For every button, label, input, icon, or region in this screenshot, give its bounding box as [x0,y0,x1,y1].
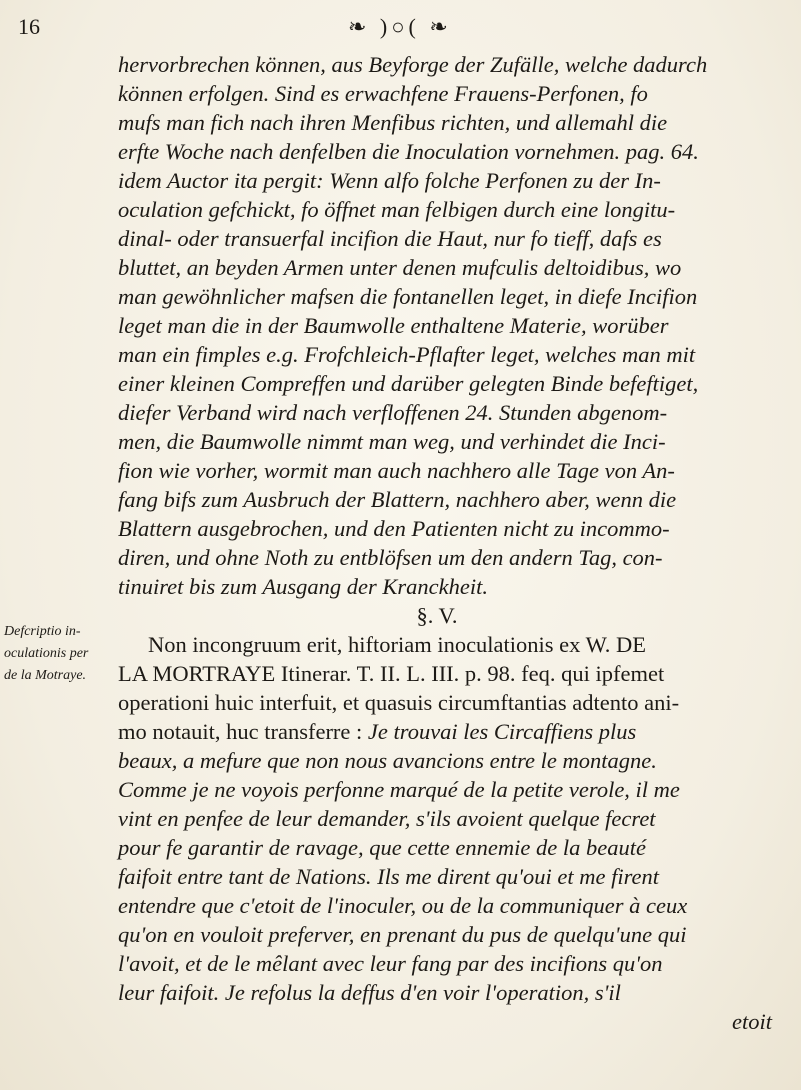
text-line: können erfolgen. Sind es erwachfene Frauens-Perfonen, fo [118,81,648,106]
latin-paragraph [118,630,786,717]
page-number: 16 [18,14,40,39]
margin-note-line: Defcriptio in- [4,624,81,639]
text-line: beaux, a mefure que non nous avancions entre le montagne. [118,748,657,773]
french-quotation [118,746,786,1007]
french-fragment: Je trouvai les Circaffiens plus [367,719,637,744]
mixed-line [118,717,786,746]
text-line: l'avoit, et de le mêlant avec leur fang par des incifions qu'on [118,951,663,976]
text-line: fang bifs zum Ausbruch der Blattern, nachhero aber, wenn die [118,487,677,512]
latin-fragment: mo notauit, huc transferre : [118,719,363,744]
text-line: oculation gefchickt, fo öffnet man felbigen durch eine longitu- [118,197,676,222]
text-line: vint en penfee de leur demander, s'ils avoient quelque fecret [118,806,656,831]
catchword: etoit [732,1009,772,1034]
text-line: Comme je ne voyois perfonne marqué de la petite verole, il me [118,777,680,802]
text-line: Blattern ausgebrochen, und den Patienten nicht zu incommo- [118,516,670,541]
text-line: man gewöhnlicher mafsen die fontanellen leget, in diefe Incifion [118,284,698,309]
text-line: Non incongruum erit, hiftoriam inoculationis ex W. DE [148,632,647,657]
text-line: diefer Verband wird nach verfloffenen 24. Stunden abgenom- [118,400,668,425]
text-line: erfte Woche nach denfelben die Inoculation vornehmen. pag. 64. [118,139,699,164]
margin-note-line: oculationis per [4,646,89,661]
text-line: idem Auctor ita pergit: Wenn alfo folche Perfonen zu der In- [118,168,661,193]
page-header [0,6,801,46]
text-line: einer kleinen Compreffen und darüber gelegten Binde befeftiget, [118,371,699,396]
text-line: faifoit entre tant de Nations. Ils me dirent qu'oui et me firent [118,864,659,889]
text-line: fion wie vorher, wormit man auch nachhero alle Tage von An- [118,458,675,483]
margin-note [4,621,112,687]
margin-note-line: de la Motraye. [4,668,87,683]
section-heading: §. V. [416,603,458,628]
text-line: pour fe garantir de ravage, que cette ennemie de la beauté [118,835,646,860]
text-line: dinal- oder transuerfal incifion die Haut, nur fo tieff, dafs es [118,226,662,251]
text-line: bluttet, an beyden Armen unter denen mufculis deltoidibus, wo [118,255,682,280]
german-paragraph [118,50,786,601]
text-line: leur faifoit. Je refolus la deffus d'en voir l'operation, s'il [118,980,621,1005]
text-line: mufs man fich nach ihren Menfibus richten, und allemahl die [118,110,668,135]
text-line: man ein fimples e.g. Frofchleich-Pflafter leget, welches man mit [118,342,696,367]
text-line: leget man die in der Baumwolle enthaltene Materie, worüber [118,313,669,338]
text-line: hervorbrechen können, aus Beyforge der Zufälle, welche dadurch [118,52,708,77]
text-line: men, die Baumwolle nimmt man weg, und verhindet die Inci- [118,429,666,454]
header-ornament: ❧ )○( ❧ [348,14,452,39]
text-line: LA MORTRAYE Itinerar. T. II. L. III. p. 98. feq. qui ipfemet [118,661,665,686]
text-line: operationi huic interfuit, et quasuis circumftantias adtento ani- [118,690,680,715]
text-line: diren, und ohne Noth zu entblöfsen um den andern Tag, con- [118,545,663,570]
text-line: entendre que c'etoit de l'inoculer, ou de la communiquer à ceux [118,893,688,918]
text-line: tinuiret bis zum Ausgang der Kranckheit. [118,574,488,599]
main-text [118,50,786,1036]
text-line: qu'on en vouloit preferver, en prenant du pus de quelqu'une qui [118,922,687,947]
